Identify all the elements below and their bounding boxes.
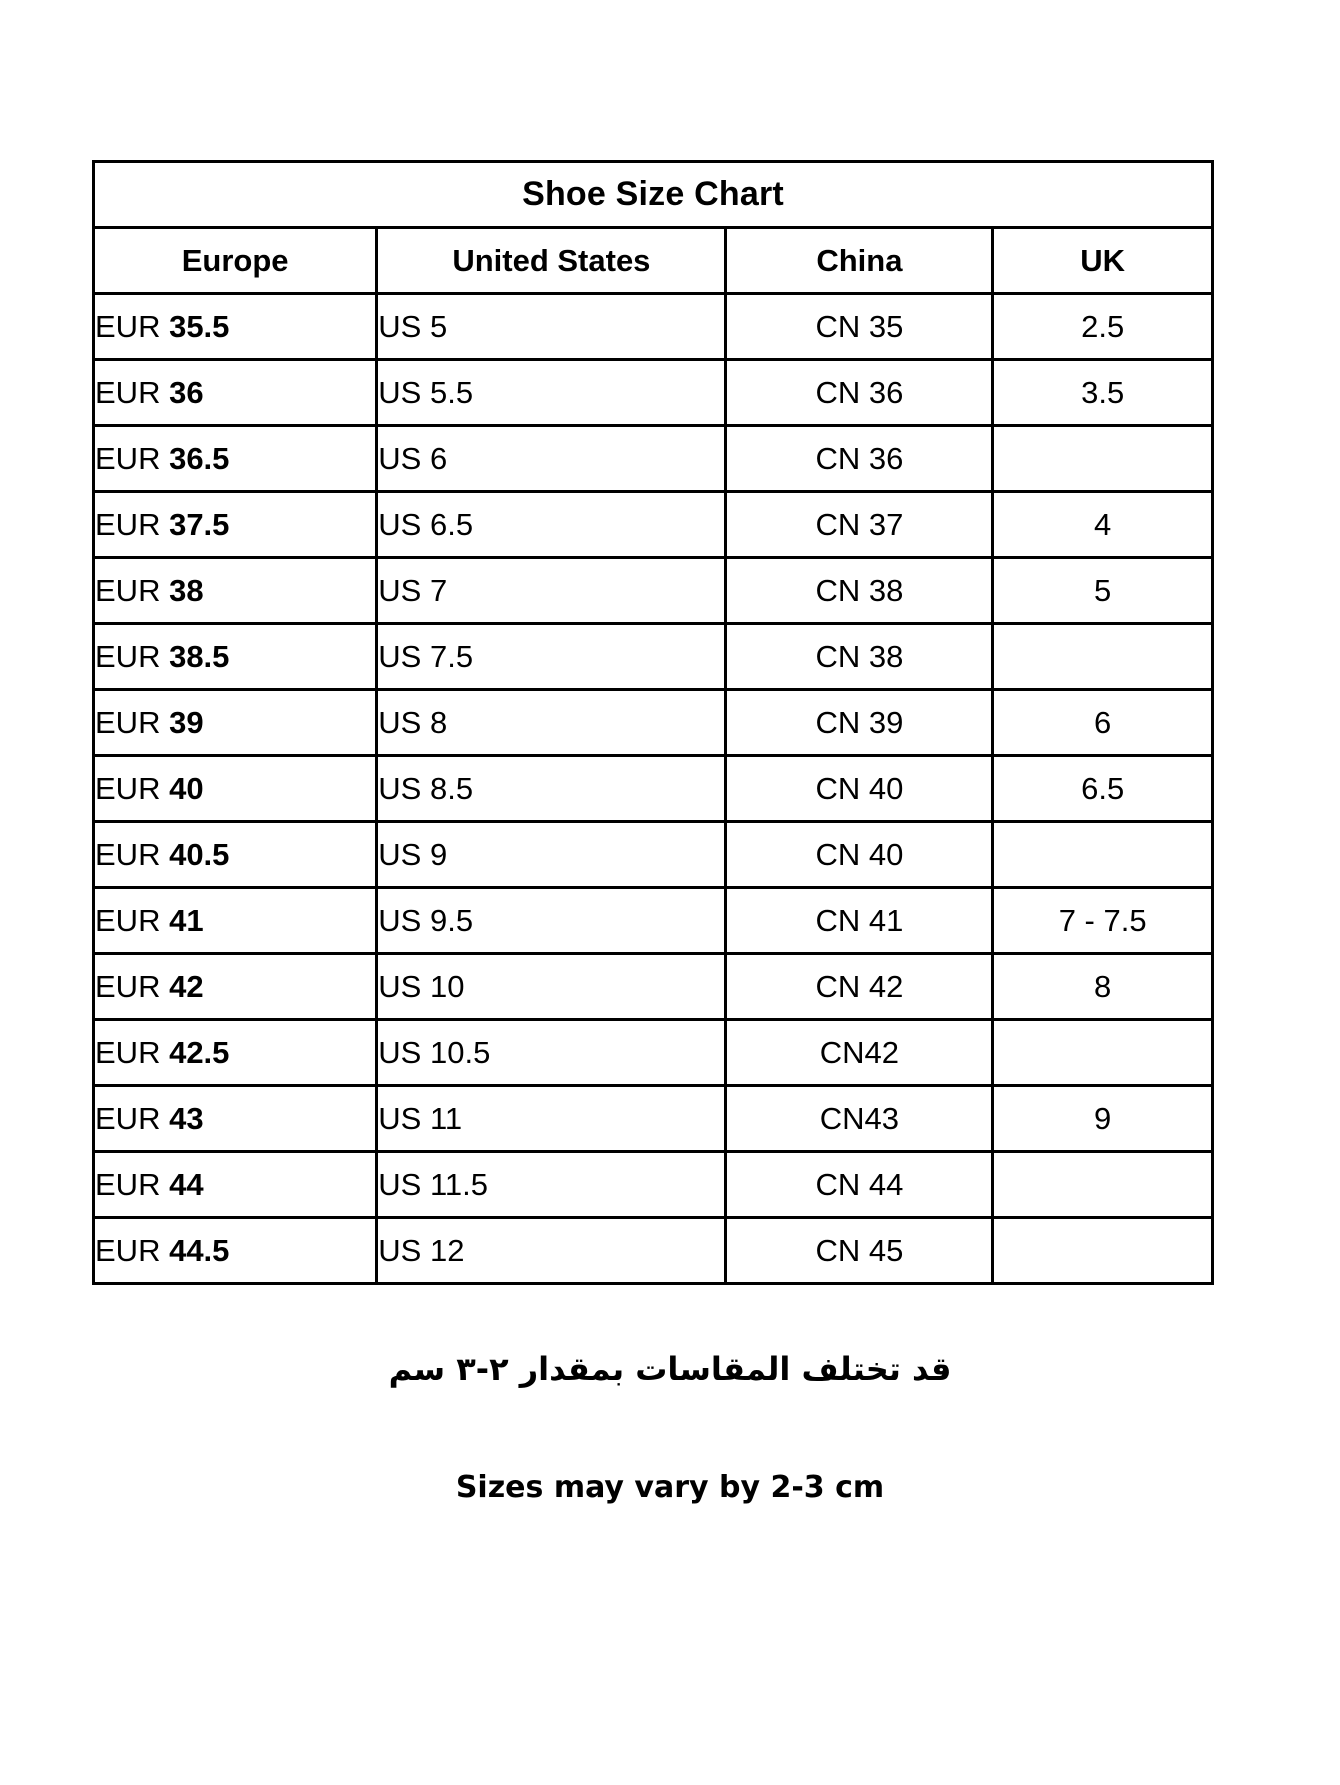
cell-china: CN42 [726, 1020, 993, 1086]
cell-united-states: US 9.5 [377, 888, 726, 954]
chart-title: Shoe Size Chart [94, 162, 1213, 228]
cell-europe [94, 558, 377, 624]
cell-united-states: US 5.5 [377, 360, 726, 426]
cell-europe [94, 1020, 377, 1086]
cell-uk [993, 822, 1213, 888]
cell-uk [993, 1020, 1213, 1086]
cell-europe [94, 1086, 377, 1152]
table-row [94, 1218, 1213, 1284]
cell-china: CN 36 [726, 360, 993, 426]
cell-united-states: US 6.5 [377, 492, 726, 558]
eur-value: 38.5 [169, 638, 230, 674]
cell-uk: 4 [993, 492, 1213, 558]
table-row [94, 360, 1213, 426]
table-row [94, 756, 1213, 822]
cell-china: CN 40 [726, 822, 993, 888]
eur-value: 44.5 [169, 1232, 230, 1268]
eur-prefix: EUR [95, 572, 170, 608]
cell-united-states: US 7 [377, 558, 726, 624]
cell-europe [94, 690, 377, 756]
table-row [94, 1152, 1213, 1218]
eur-value: 37.5 [169, 506, 230, 542]
cell-uk: 2.5 [993, 294, 1213, 360]
cell-europe [94, 954, 377, 1020]
cell-uk [993, 426, 1213, 492]
cell-uk [993, 1218, 1213, 1284]
eur-prefix: EUR [95, 308, 170, 344]
eur-prefix: EUR [95, 638, 170, 674]
cell-uk: 8 [993, 954, 1213, 1020]
table-row [94, 294, 1213, 360]
cell-uk: 3.5 [993, 360, 1213, 426]
eur-prefix: EUR [95, 440, 170, 476]
cell-china: CN 37 [726, 492, 993, 558]
note-english: Sizes may vary by 2-3 cm [455, 1470, 885, 1505]
eur-value: 36.5 [169, 440, 230, 476]
column-header-china: China [726, 228, 993, 294]
table-row [94, 888, 1213, 954]
cell-europe [94, 888, 377, 954]
eur-value: 43 [169, 1100, 204, 1136]
cell-china: CN 38 [726, 624, 993, 690]
table-row [94, 822, 1213, 888]
eur-value: 42.5 [169, 1034, 230, 1070]
column-header-uk: UK [993, 228, 1213, 294]
cell-uk: 9 [993, 1086, 1213, 1152]
eur-value: 39 [169, 704, 204, 740]
column-header-united-states: United States [377, 228, 726, 294]
cell-europe [94, 1152, 377, 1218]
eur-prefix: EUR [95, 704, 170, 740]
cell-uk: 7 - 7.5 [993, 888, 1213, 954]
cell-europe [94, 492, 377, 558]
cell-united-states: US 12 [377, 1218, 726, 1284]
cell-united-states: US 8.5 [377, 756, 726, 822]
table-row [94, 954, 1213, 1020]
cell-china: CN 45 [726, 1218, 993, 1284]
cell-united-states: US 6 [377, 426, 726, 492]
cell-united-states: US 11 [377, 1086, 726, 1152]
note-arabic: قد تختلف المقاسات بمقدار ٢-٣ سم [388, 1350, 952, 1388]
table-row [94, 426, 1213, 492]
cell-uk [993, 624, 1213, 690]
eur-value: 35.5 [169, 308, 230, 344]
eur-prefix: EUR [95, 1232, 170, 1268]
eur-prefix: EUR [95, 506, 170, 542]
table-column-header-row [94, 228, 1213, 294]
column-header-europe: Europe [94, 228, 377, 294]
cell-united-states: US 11.5 [377, 1152, 726, 1218]
cell-europe [94, 822, 377, 888]
shoe-size-chart [92, 160, 1214, 1285]
eur-value: 40.5 [169, 836, 230, 872]
cell-europe [94, 1218, 377, 1284]
eur-value: 41 [169, 902, 204, 938]
eur-prefix: EUR [95, 902, 170, 938]
cell-uk [993, 1152, 1213, 1218]
cell-china: CN 44 [726, 1152, 993, 1218]
table-header [94, 162, 1213, 294]
cell-europe [94, 360, 377, 426]
table-body [94, 294, 1213, 1284]
table-row [94, 1020, 1213, 1086]
cell-china: CN 42 [726, 954, 993, 1020]
cell-europe [94, 756, 377, 822]
cell-united-states: US 10.5 [377, 1020, 726, 1086]
eur-prefix: EUR [95, 770, 170, 806]
cell-china: CN 35 [726, 294, 993, 360]
table-row [94, 624, 1213, 690]
eur-prefix: EUR [95, 374, 170, 410]
eur-value: 44 [169, 1166, 204, 1202]
table-row [94, 690, 1213, 756]
cell-europe [94, 294, 377, 360]
eur-prefix: EUR [95, 836, 170, 872]
cell-united-states: US 10 [377, 954, 726, 1020]
cell-china: CN 38 [726, 558, 993, 624]
table-row [94, 558, 1213, 624]
size-chart-table [92, 160, 1214, 1285]
cell-united-states: US 7.5 [377, 624, 726, 690]
cell-europe [94, 624, 377, 690]
eur-prefix: EUR [95, 1100, 170, 1136]
eur-value: 38 [169, 572, 204, 608]
cell-china: CN 41 [726, 888, 993, 954]
eur-prefix: EUR [95, 1166, 170, 1202]
table-title-row [94, 162, 1213, 228]
eur-value: 42 [169, 968, 204, 1004]
cell-china: CN 36 [726, 426, 993, 492]
cell-europe [94, 426, 377, 492]
cell-united-states: US 9 [377, 822, 726, 888]
cell-china: CN43 [726, 1086, 993, 1152]
eur-value: 36 [169, 374, 204, 410]
cell-uk: 5 [993, 558, 1213, 624]
cell-united-states: US 5 [377, 294, 726, 360]
table-row [94, 492, 1213, 558]
eur-prefix: EUR [95, 968, 170, 1004]
cell-china: CN 40 [726, 756, 993, 822]
cell-united-states: US 8 [377, 690, 726, 756]
cell-uk: 6 [993, 690, 1213, 756]
cell-uk: 6.5 [993, 756, 1213, 822]
eur-value: 40 [169, 770, 204, 806]
table-row [94, 1086, 1213, 1152]
cell-china: CN 39 [726, 690, 993, 756]
eur-prefix: EUR [95, 1034, 170, 1070]
